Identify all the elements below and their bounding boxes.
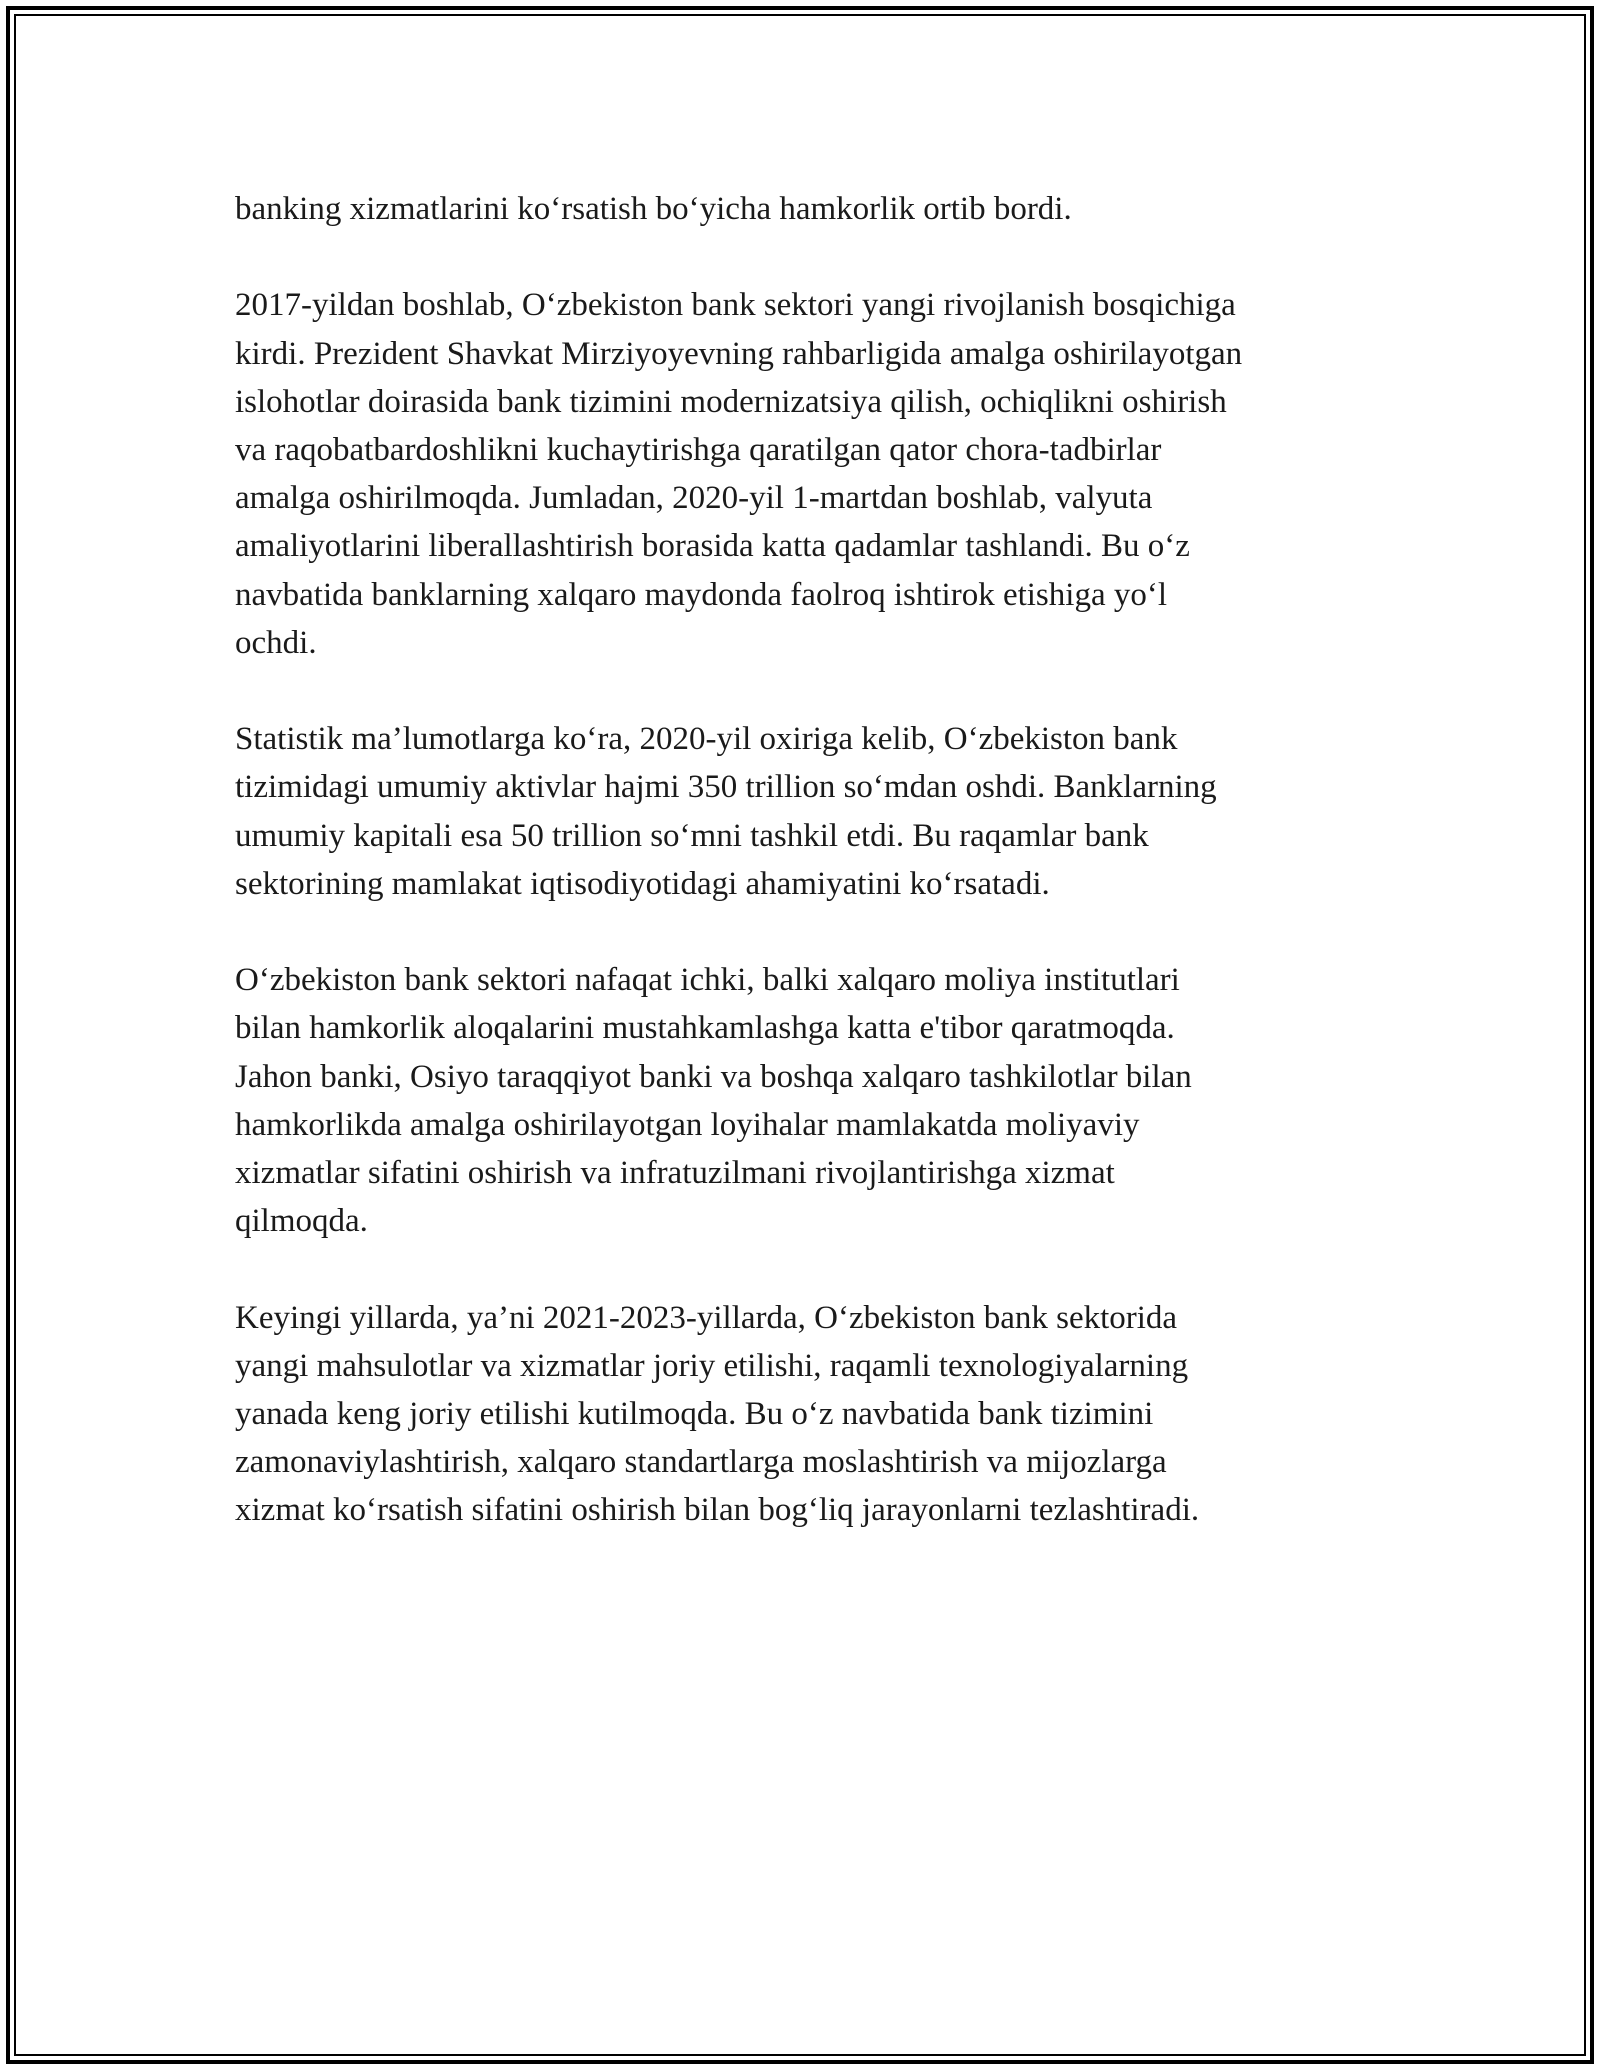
text-line: yanada keng joriy etilishi kutilmoqda. Bu o‘z navbatida bank tizimini bbox=[235, 1396, 1154, 1433]
text-line: sektorining mamlakat iqtisodiyotidagi ahamiyatini ko‘rsatadi. bbox=[235, 865, 1050, 902]
text-line: hamkorlikda amalga oshirilayotgan loyihalar mamlakatda moliyaviy bbox=[235, 1106, 1140, 1143]
document-body bbox=[235, 185, 1365, 1583]
text-line: yangi mahsulotlar va xizmatlar joriy etilishi, raqamli texnologiyalarning bbox=[235, 1347, 1189, 1384]
text-line: qilmoqda. bbox=[235, 1203, 368, 1240]
text-line: kirdi. Prezident Shavkat Mirziyoyevning rahbarligida amalga oshirilayotgan bbox=[235, 335, 1243, 372]
text-line: banking xizmatlarini ko‘rsatish bo‘yicha hamkorlik ortib bordi. bbox=[235, 191, 1072, 227]
paragraph bbox=[235, 1294, 1365, 1535]
text-line: Jahon banki, Osiyo taraqqiyot banki va boshqa xalqaro tashkilotlar bilan bbox=[235, 1058, 1192, 1095]
text-line: bilan hamkorlik aloqalarini mustahkamlashga katta e'tibor qaratmoqda. bbox=[235, 1010, 1175, 1047]
text-line: umumiy kapitali esa 50 trillion so‘mni tashkil etdi. Bu raqamlar bank bbox=[235, 817, 1149, 854]
text-line: amaliyotlarini liberallashtirish borasida katta qadamlar tashlandi. Bu o‘z bbox=[235, 528, 1190, 565]
text-line: O‘zbekiston bank sektori nafaqat ichki, balki xalqaro moliya institutlari bbox=[235, 962, 1180, 999]
text-line: ochdi. bbox=[235, 624, 317, 661]
paragraph bbox=[235, 715, 1365, 908]
paragraph bbox=[235, 956, 1365, 1245]
text-line: navbatida banklarning xalqaro maydonda faolroq ishtirok etishiga yo‘l bbox=[235, 576, 1167, 613]
text-line: va raqobatbardoshlikni kuchaytirishga qaratilgan qator chora-tadbirlar bbox=[235, 432, 1162, 468]
text-line: Statistik ma’lumotlarga ko‘ra, 2020-yil oxiriga kelib, O‘zbekiston bank bbox=[235, 721, 1178, 758]
text-line: zamonaviylashtirish, xalqaro standartlarga moslashtirish va mijozlarga bbox=[235, 1444, 1167, 1481]
text-line: islohotlar doirasida bank tizimini modernizatsiya qilish, ochiqlikni oshirish bbox=[235, 383, 1227, 420]
text-line: 2017-yildan boshlab, O‘zbekiston bank sektori yangi rivojlanish bosqichiga bbox=[235, 287, 1236, 324]
text-line: amalga oshirilmoqda. Jumladan, 2020-yil 1-martdan boshlab, valyuta bbox=[235, 480, 1153, 517]
text-line: xizmatlar sifatini oshirish va infratuzilmani rivojlantirishga xizmat bbox=[235, 1155, 1115, 1192]
text-line: tizimidagi umumiy aktivlar hajmi 350 trillion so‘mdan oshdi. Banklarning bbox=[235, 769, 1217, 806]
paragraph bbox=[235, 185, 1365, 233]
text-line: xizmat ko‘rsatish sifatini oshirish bilan bog‘liq jarayonlarni tezlashtiradi. bbox=[235, 1492, 1200, 1529]
text-line: Keyingi yillarda, ya’ni 2021-2023-yillarda, O‘zbekiston bank sektorida bbox=[235, 1299, 1178, 1336]
paragraph bbox=[235, 281, 1365, 667]
